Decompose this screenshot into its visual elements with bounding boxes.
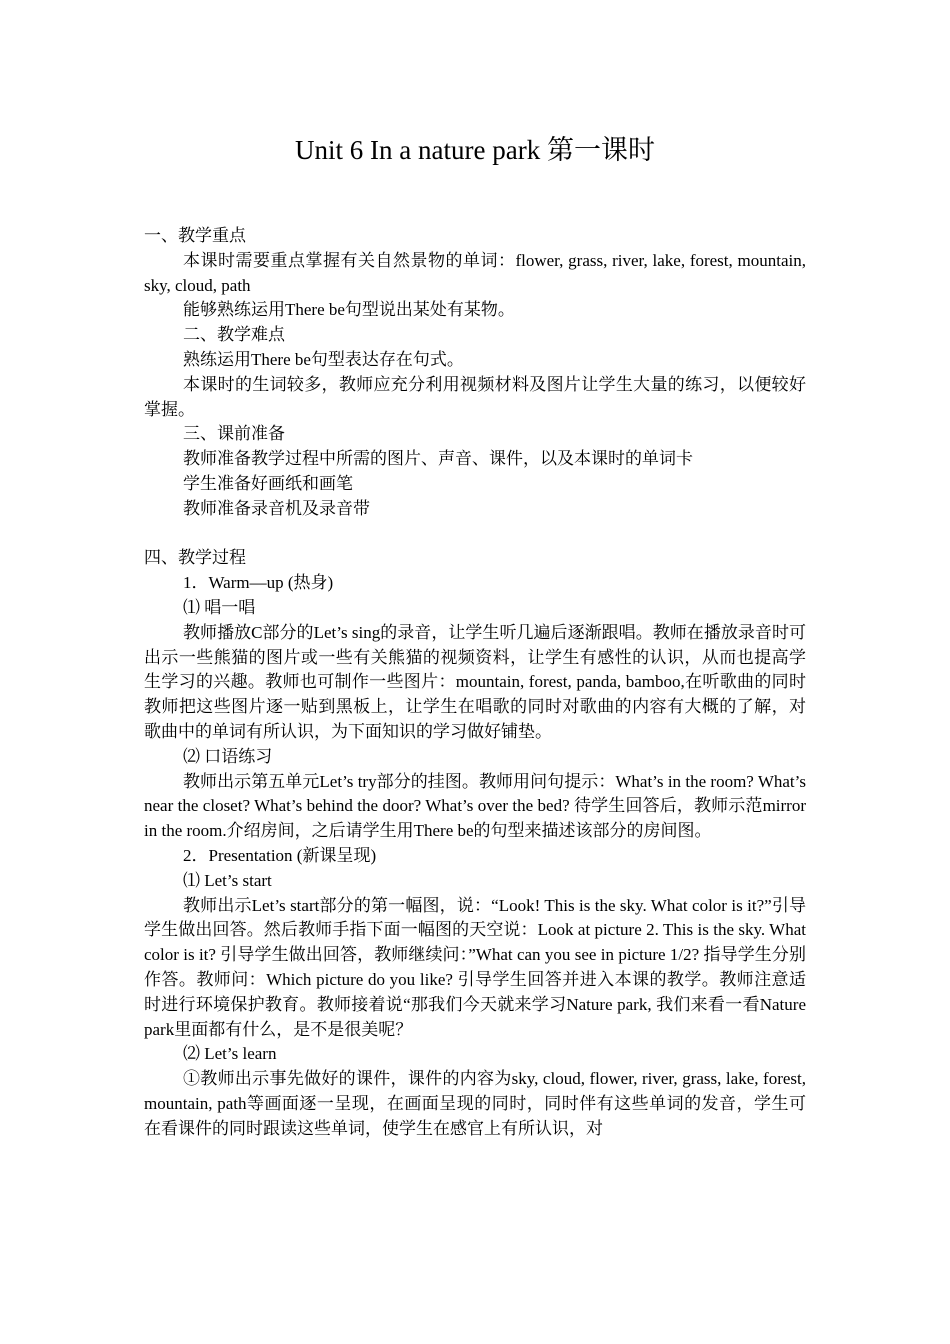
paragraph: 学生准备好画纸和画笔 (183, 473, 353, 493)
heading-key-points: 一、教学重点 (144, 226, 246, 245)
document-title: Unit 6 In a nature park 第一课时 (295, 135, 655, 165)
blank-line (144, 522, 806, 547)
paragraph: 本课时需要重点掌握有关自然景物的单词：flower, grass, river, lake, forest, mountain, sky, cloud, path (144, 250, 806, 295)
paragraph: 本课时的生词较多，教师应充分利用视频材料及图片让学生大量的练习，以便较好掌握。 (144, 374, 806, 419)
heading-preparation: 三、课前准备 (183, 424, 285, 444)
paragraph: 教师出示第五单元Let’s try部分的挂图。教师用问句提示：What’s in the room? What’s near the closet? What’s behind the door? What’s over the bed? 待学生回答后，教师示范mirror in the room.介绍房间，之后请学生用There be的句型来描述该部分的房间图。 (144, 771, 806, 841)
paragraph: 能够熟练运用There be句型说出某处有某物。 (183, 300, 515, 320)
subheading-oral-practice: ⑵ 口语练习 (183, 746, 273, 766)
paragraph: 熟练运用There be句型表达存在句式。 (183, 349, 464, 369)
subheading-sing: ⑴ 唱一唱 (183, 597, 256, 617)
document-body (144, 224, 806, 1141)
paragraph: 教师播放C部分的Let’s sing的录音，让学生听几遍后逐渐跟唱。教师在播放录音时可出示一些熊猫的图片或一些有关熊猫的视频资料，让学生有感性的认识，从而也提高学生学习的兴趣。教师也可制作一些图片：mountain, forest, panda, bamboo,在听歌曲的同时教师把这些图片逐一贴到黑板上，让学生在唱歌的同时对歌曲的内容有大概的了解，对歌曲中的单词有所认识，为下面知识的学习做好铺垫。 (144, 622, 806, 741)
subheading-lets-learn: ⑵ Let’s learn (183, 1044, 277, 1064)
heading-process: 四、教学过程 (144, 548, 246, 568)
paragraph: 教师准备录音机及录音带 (183, 498, 370, 518)
paragraph: 教师准备教学过程中所需的图片、声音、课件，以及本课时的单词卡 (183, 449, 693, 469)
subheading-presentation: 2．Presentation (新课呈现) (183, 845, 377, 865)
heading-difficulties: 二、教学难点 (183, 325, 285, 345)
paragraph: ①教师出示事先做好的课件，课件的内容为sky, cloud, flower, river, grass, lake, forest, mountain, path等画面逐一呈现，在画面呈现的同时，同时伴有这些单词的发音，学生可在看课件的同时跟读这些单词，使学生在感官上有所认识，对 (144, 1069, 806, 1138)
paragraph: 教师出示Let’s start部分的第一幅图，说：“Look! This is the sky. What color is it?”引导学生做出回答。然后教师手指下面一幅图的天空说：Look at picture 2. This is the sky. What color is it? 引导学生做出回答，教师继续问：”What can you see in picture 1/2? 指导学生分别作答。教师问：Which picture do you like? 引导学生回答并进入本课的教学。教师注意适时进行环境保护教育。教师接着说“那我们今天就来学习Nature park, 我们来看一看Nature park里面都有什么，是不是很美呢？ (144, 895, 806, 1039)
subheading-warm-up: 1．Warm—up (热身) (183, 573, 334, 593)
subheading-lets-start: ⑴ Let’s start (183, 870, 272, 890)
